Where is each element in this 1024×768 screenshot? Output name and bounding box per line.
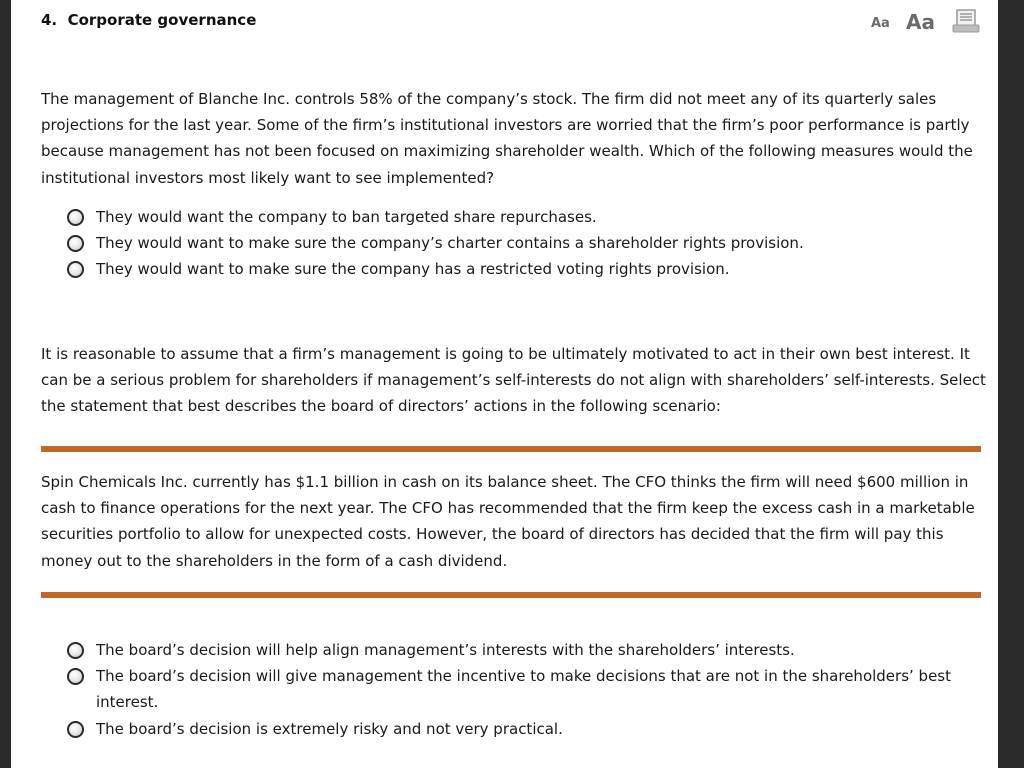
option-label: They would want the company to ban targeted share repurchases. bbox=[96, 208, 597, 226]
question-number: 4. bbox=[41, 11, 58, 29]
radio-button[interactable] bbox=[67, 721, 84, 738]
print-icon bbox=[951, 8, 981, 34]
part2-option-3[interactable] bbox=[67, 716, 982, 742]
radio-button[interactable] bbox=[67, 642, 84, 659]
divider-bottom bbox=[41, 592, 981, 598]
part2-option-2[interactable] bbox=[67, 663, 982, 715]
radio-button[interactable] bbox=[67, 235, 84, 252]
font-size-increase-button[interactable]: Aa bbox=[906, 10, 935, 34]
radio-button[interactable] bbox=[67, 209, 84, 226]
part2-options bbox=[67, 637, 982, 742]
part1-option-1[interactable] bbox=[67, 204, 982, 230]
print-button[interactable] bbox=[951, 8, 981, 34]
option-label: The board’s decision is extremely risky and not very practical. bbox=[96, 719, 563, 738]
question-page bbox=[11, 0, 998, 768]
option-label: The board’s decision will help align management’s interests with the shareholders’ interests. bbox=[96, 641, 795, 659]
question-heading bbox=[41, 11, 256, 29]
part1-options bbox=[67, 204, 982, 283]
part1-option-3[interactable] bbox=[67, 256, 982, 282]
option-label: They would want to make sure the company has a restricted voting rights provision. bbox=[96, 260, 730, 279]
option-label: The board’s decision will give management the incentive to make decisions that are not in the shareholders’ best interest. bbox=[96, 667, 951, 712]
divider-top bbox=[41, 446, 981, 452]
part2-prompt: It is reasonable to assume that a firm’s management is going to be ultimately motivated to act in their own best interest. It can be a serious problem for shareholders if management’s self-interests do not align with shareholders’ self-interests. Select the statement that best describes the board of directors’ actions in the following scenario: bbox=[41, 345, 986, 416]
font-size-decrease-button[interactable]: Aa bbox=[871, 16, 890, 31]
part1-option-2[interactable] bbox=[67, 230, 982, 256]
option-label: They would want to make sure the company’s charter contains a shareholder rights provision. bbox=[96, 234, 804, 253]
radio-button[interactable] bbox=[67, 668, 84, 685]
scenario-text: Spin Chemicals Inc. currently has $1.1 billion in cash on its balance sheet. The CFO thinks the firm will need $600 million in cash to finance operations for the next year. The CFO has recommended that the firm keep the excess cash in a marketable securities portfolio to allow for unexpected costs. However, the board of directors has decided that the firm will pay this money out to the shareholders in the form of a cash dividend. bbox=[41, 473, 975, 570]
radio-button[interactable] bbox=[67, 261, 84, 278]
question-title: Corporate governance bbox=[67, 11, 257, 29]
part2-option-1[interactable] bbox=[67, 637, 982, 663]
part1-prompt: The management of Blanche Inc. controls 58% of the company’s stock. The firm did not meet any of its quarterly sales projections for the last year. Some of the firm’s institutional investors are worried that the firm’s poor performance is partly because management has not been focused on maximizing shareholder wealth. Which of the following measures would the institutional investors most likely want to see implemented? bbox=[41, 90, 973, 187]
